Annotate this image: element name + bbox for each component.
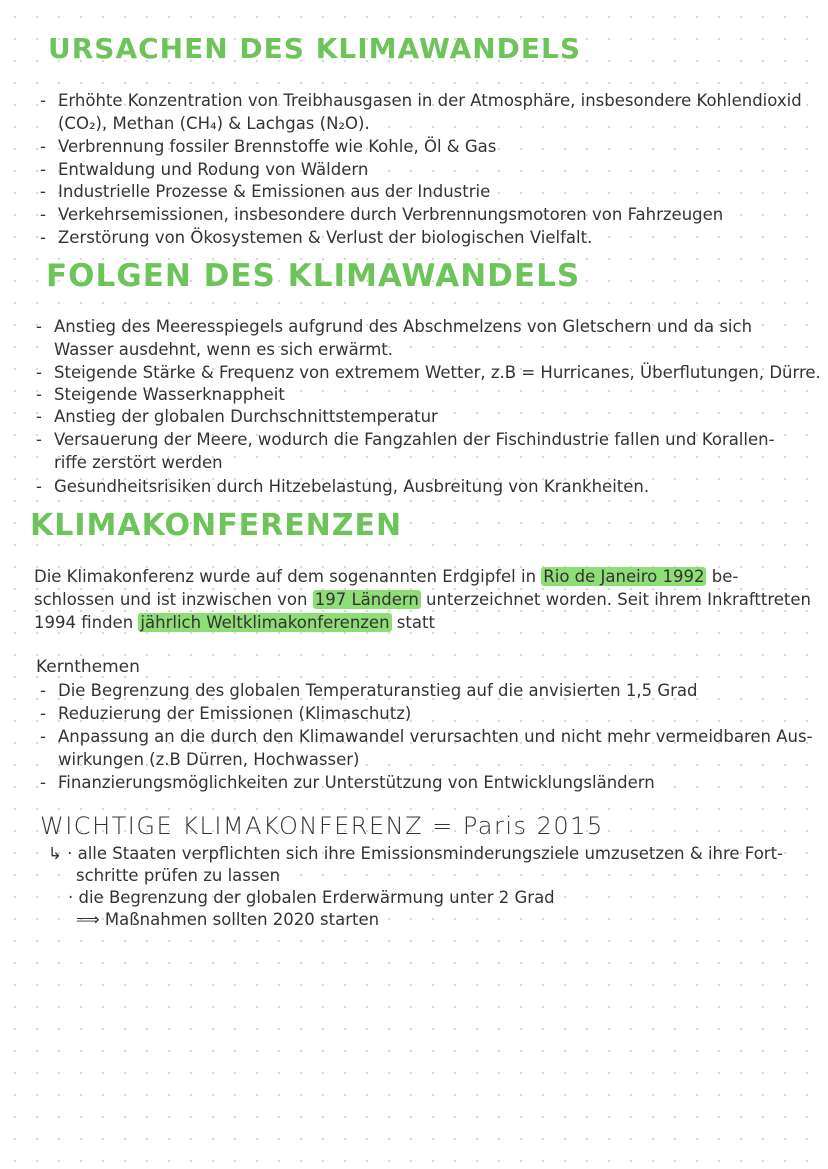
arrow-icon: ↳ [48, 844, 62, 863]
massnahmen-line: ⟹ Maßnahmen sollten 2020 starten [76, 910, 380, 929]
folgen-item: - Steigende Wasserknappheit [36, 385, 285, 404]
ursachen-heading: URSACHEN DES KLIMAWANDELS [48, 32, 582, 65]
konferenzen-heading: KLIMAKONFERENZEN [30, 508, 403, 543]
folgen-item: - Anstieg des Meeresspiegels aufgrund des Abschmelzens von Gletschern und da sich [36, 317, 753, 336]
folgen-heading: FOLGEN DES KLIMAWANDELS [46, 258, 581, 294]
folgen-item: - Steigende Stärke & Frequenz von extremem Wetter, z.B = Hurricanes, Überflutungen, Dürre. [36, 363, 821, 382]
folgen-item: - Anstieg der globalen Durchschnittstemperatur [36, 407, 438, 426]
folgen-item: - Gesundheitsrisiken durch Hitzebelastung, Ausbreitung von Krankheiten. [36, 477, 650, 496]
highlight-laender: 197 Ländern [314, 590, 419, 609]
ursachen-item: - Industrielle Prozesse & Emissionen aus der Industrie [40, 182, 491, 201]
highlight-weltklimakonferenzen: jährlich Weltklimakonferenzen [140, 613, 390, 632]
kern-item: - Die Begrenzung des globalen Temperaturanstieg auf die anvisierten 1,5 Grad [40, 681, 698, 700]
folgen-item-cont: riffe zerstört werden [54, 453, 223, 472]
kern-item-cont: wirkungen (z.B Dürren, Hochwasser) [58, 750, 360, 769]
ursachen-item: - Verbrennung fossiler Brennstoffe wie Kohle, Öl & Gas [40, 137, 497, 156]
wichtig-item-cont: schritte prüfen zu lassen [76, 866, 281, 885]
ursachen-item: - Entwaldung und Rodung von Wäldern [40, 160, 369, 179]
folgen-item-cont: Wasser ausdehnt, wenn es sich erwärmt. [54, 340, 393, 359]
intro-line-1: Die Klimakonferenz wurde auf dem sogenannten Erdgipfel in Rio de Janeiro 1992 be- [34, 567, 739, 586]
ursachen-item: - Verkehrsemissionen, insbesondere durch Verbrennungsmotoren von Fahrzeugen [40, 205, 724, 224]
intro-line-2: schlossen und ist inzwischen von 197 Ländern unterzeichnet worden. Seit ihrem Inkrafttreten [34, 590, 812, 609]
ursachen-item: - Erhöhte Konzentration von Treibhausgasen in der Atmosphäre, insbesondere Kohlendioxid [40, 91, 802, 110]
kern-item: - Reduzierung der Emissionen (Klimaschutz) [40, 704, 412, 723]
ursachen-item-cont: (CO₂), Methan (CH₄) & Lachgas (N₂O). [58, 114, 370, 133]
kernthemen-heading: Kernthemen [36, 657, 140, 677]
ursachen-item: - Zerstörung von Ökosystemen & Verlust der biologischen Vielfalt. [40, 228, 593, 247]
kern-item: - Finanzierungsmöglichkeiten zur Unterstützung von Entwicklungsländern [40, 773, 655, 792]
folgen-item: - Versauerung der Meere, wodurch die Fangzahlen der Fischindustrie fallen und Korallen- [36, 430, 775, 449]
wichtige-konferenz-title: WICHTIGE KLIMAKONFERENZ = Paris 2015 [40, 812, 604, 840]
highlight-rio: Rio de Janeiro 1992 [543, 567, 705, 586]
wichtig-item: · die Begrenzung der globalen Erderwärmung unter 2 Grad [68, 888, 555, 907]
kern-item: - Anpassung an die durch den Klimawandel verursachten und nicht mehr vermeidbaren Aus- [40, 727, 813, 746]
double-arrow-icon: ⟹ [76, 910, 100, 929]
wichtig-item: ↳ · alle Staaten verpflichten sich ihre Emissionsminderungsziele umzusetzen & ihre Fort- [48, 844, 784, 863]
intro-line-3: 1994 finden jährlich Weltklimakonferenzen statt [34, 613, 435, 632]
